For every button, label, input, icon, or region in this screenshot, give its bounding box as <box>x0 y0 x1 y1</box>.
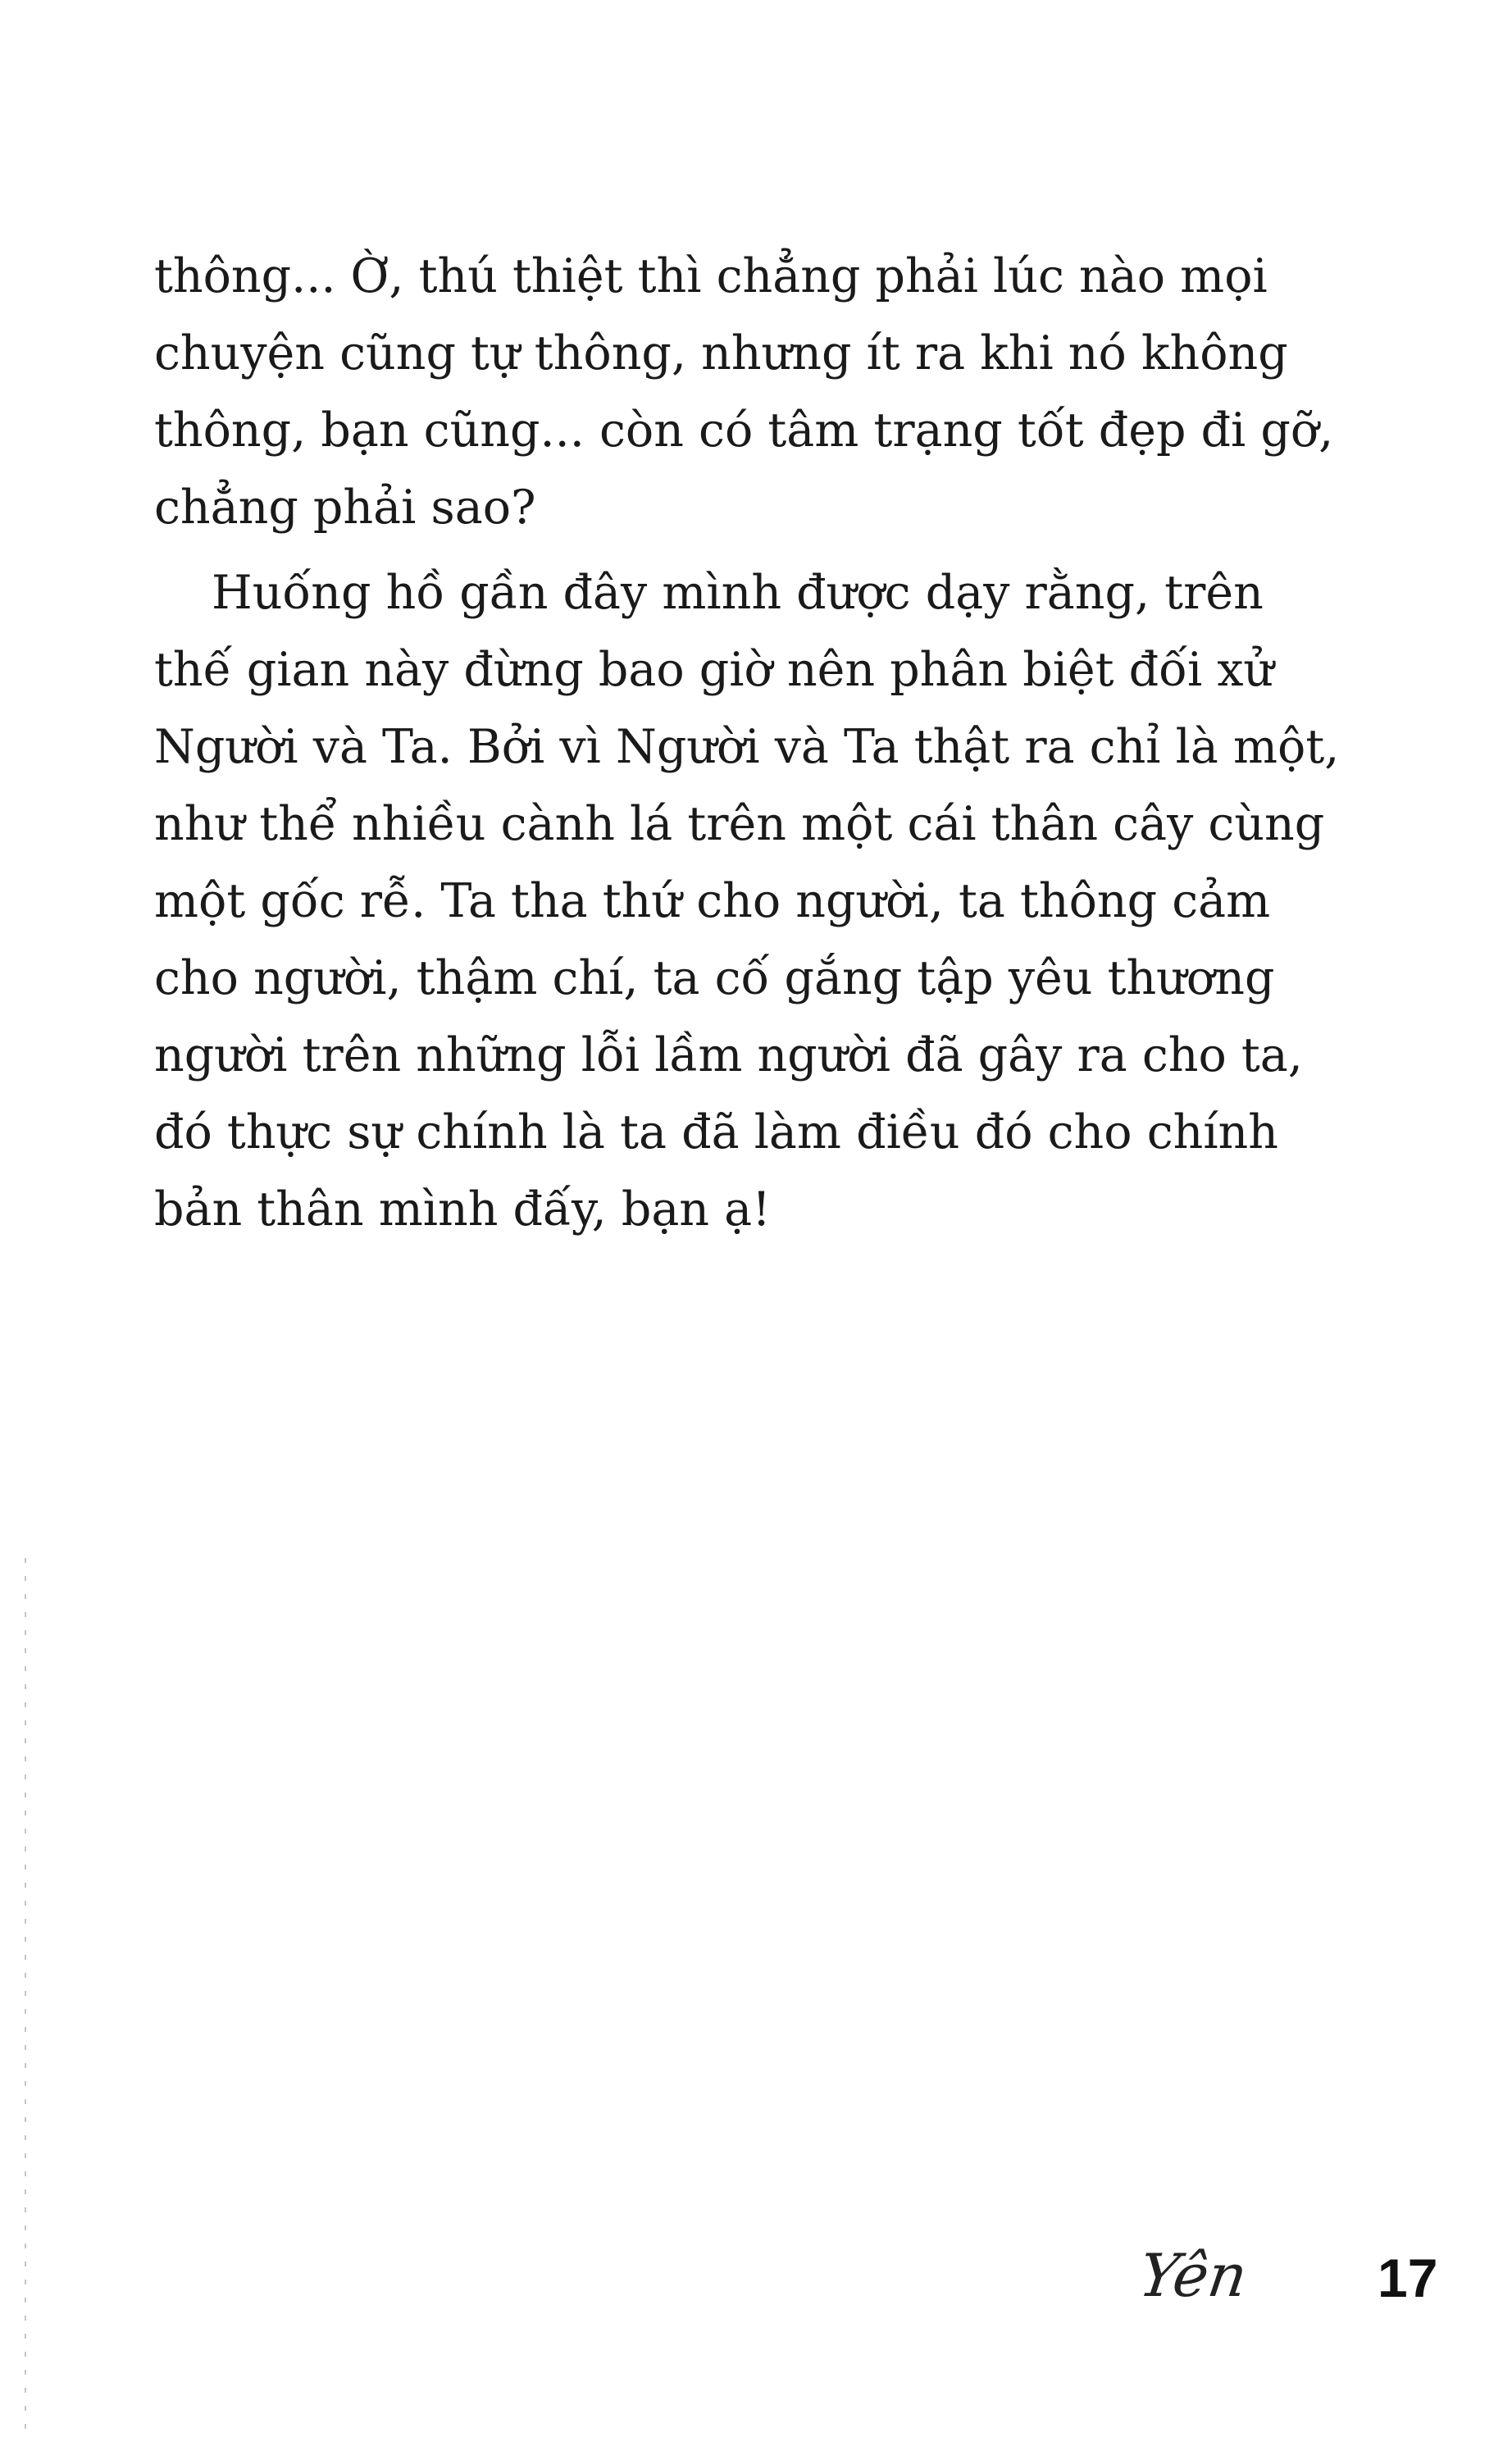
text-line: thông, bạn cũng... còn có tâm trạng tốt đẹp đi gỡ, <box>154 403 1334 458</box>
text-line: thông... Ờ, thú thiệt thì chẳng phải lúc nào mọi <box>154 249 1268 303</box>
footer-signature: Yên <box>1135 2241 1252 2310</box>
paragraph-1 <box>154 238 1334 546</box>
body-text <box>154 238 1340 1248</box>
text-line: chẳng phải sao? <box>154 481 536 535</box>
text-line: người trên những lỗi lầm người đã gây ra cho ta, <box>154 1028 1303 1082</box>
page-number: 17 <box>1378 2248 1438 2308</box>
text-line: đó thực sự chính là ta đã làm điều đó cho chính <box>154 1105 1278 1159</box>
text-line: bản thân mình đấy, bạn ạ! <box>154 1182 772 1237</box>
text-line: thế gian này đừng bao giờ nên phân biệt đối xử <box>154 643 1274 697</box>
text-line: cho người, thậm chí, ta cố gắng tập yêu thương <box>154 951 1275 1005</box>
text-line: một gốc rễ. Ta tha thứ cho người, ta thông cảm <box>154 874 1271 928</box>
text-line: Người và Ta. Bởi vì Người và Ta thật ra chỉ là một, <box>154 720 1340 774</box>
text-line: như thể nhiều cành lá trên một cái thân cây cùng <box>154 797 1325 851</box>
text-line: chuyện cũng tự thông, nhưng ít ra khi nó không <box>154 326 1288 380</box>
page-edge-mark <box>25 1558 26 2435</box>
paragraph-2 <box>154 554 1340 1248</box>
text-line: Huống hồ gần đây mình được dạy rằng, trên <box>212 566 1264 620</box>
